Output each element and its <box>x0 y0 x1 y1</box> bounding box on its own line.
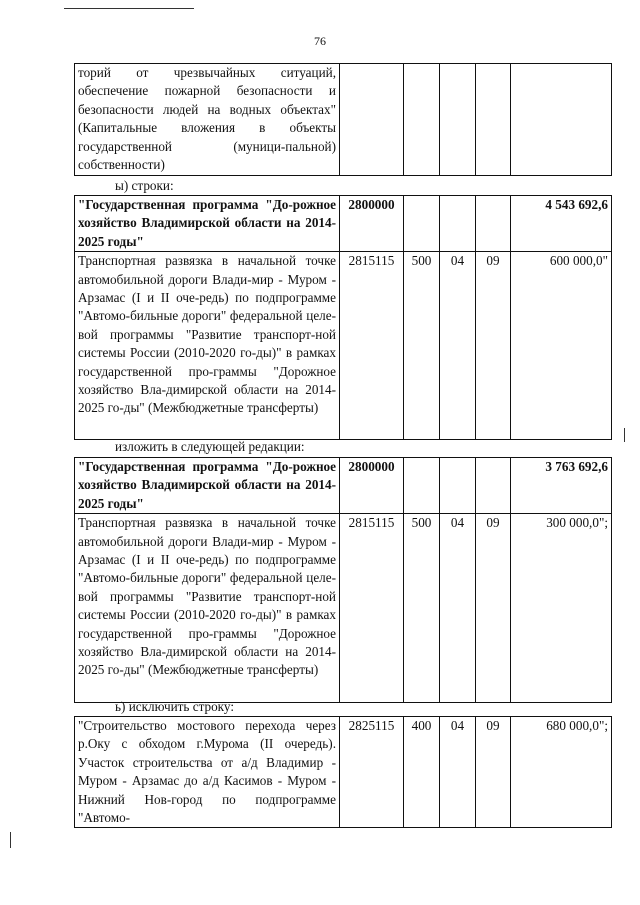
cell-subsection: 09 <box>476 717 511 828</box>
cell-subsection: 09 <box>476 514 511 703</box>
cell-target-article: 2815115 <box>340 514 404 703</box>
cell-amount: 3 763 692,6 <box>511 458 612 514</box>
table-row <box>75 458 612 514</box>
row-description: "Строительство мостового перехода через р.Оку с обходом г.Мурома (II очередь). Участок строительства от а/д Владимир - Муром - Арзамас до а/д Касимов - Муром - Нижний Нов-город по подпрограмме "Автомо- <box>75 717 340 828</box>
cell-empty <box>404 64 440 176</box>
cell-empty <box>440 64 476 176</box>
cell-target-article: 2825115 <box>340 717 404 828</box>
table-rows-new <box>74 457 612 703</box>
cell-expense-type <box>404 196 440 252</box>
scan-artifact-top <box>64 8 194 9</box>
cell-section: 04 <box>440 717 476 828</box>
table-row <box>75 196 612 252</box>
scan-artifact-right <box>624 428 625 442</box>
cell-amount: 680 000,0"; <box>511 717 612 828</box>
cell-empty <box>340 64 404 176</box>
cell-empty <box>511 64 612 176</box>
cell-target-article: 2815115 <box>340 252 404 440</box>
row-description: Транспортная развязка в начальной точке автомобильной дороги Влади-мир - Муром - Арзамас (I и II оче-редь) по подпрограмме "Автомо-бильные дороги" федеральной целе-вой программы "Развитие транспорт-ной системы России (2010-2020 го-ды)" в рамках государственной про-граммы "Дорожное хозяйство Вла-димирской области на 2014-2025 го-ды" (Межбюджетные трансферты) <box>75 252 340 440</box>
cell-expense-type: 500 <box>404 514 440 703</box>
cell-amount: 600 000,0" <box>511 252 612 440</box>
row-description: "Государственная программа "До-рожное хозяйство Владимирской области на 2014-2025 годы" <box>75 458 340 514</box>
caption-exclude: ь) исключить строку: <box>115 699 234 714</box>
cell-section <box>440 458 476 514</box>
table-row <box>75 64 612 176</box>
table-rows-original <box>74 195 612 440</box>
page-number: 76 <box>314 34 326 48</box>
cell-target-article: 2800000 <box>340 458 404 514</box>
table-row <box>75 717 612 828</box>
table-row-exclude <box>74 716 612 828</box>
cell-empty <box>476 64 511 176</box>
cell-expense-type <box>404 458 440 514</box>
table-row <box>75 252 612 440</box>
cell-expense-type: 500 <box>404 252 440 440</box>
cell-section: 04 <box>440 514 476 703</box>
caption-new-edition: изложить в следующей редакции: <box>115 439 305 454</box>
cell-amount: 300 000,0"; <box>511 514 612 703</box>
cell-subsection <box>476 458 511 514</box>
cell-subsection <box>476 196 511 252</box>
scan-artifact-left <box>10 832 11 848</box>
table-continuation <box>74 63 612 176</box>
cell-amount: 4 543 692,6 <box>511 196 612 252</box>
cell-target-article: 2800000 <box>340 196 404 252</box>
row-description: "Государственная программа "До-рожное хозяйство Владимирской области на 2014-2025 годы" <box>75 196 340 252</box>
row-description: Транспортная развязка в начальной точке автомобильной дороги Влади-мир - Муром - Арзамас (I и II оче-редь) по подпрограмме "Автомо-бильные дороги" федеральной целе-вой программы "Развитие транспорт-ной системы России (2010-2020 го-ды)" в рамках государственной про-граммы "Дорожное хозяйство Вла-димирской области на 2014-2025 го-ды" (Межбюджетные трансферты) <box>75 514 340 703</box>
cell-section <box>440 196 476 252</box>
cell-subsection: 09 <box>476 252 511 440</box>
table-row <box>75 514 612 703</box>
caption-rows: ы) строки: <box>115 178 174 193</box>
cell-section: 04 <box>440 252 476 440</box>
row-description: торий от чрезвычайных ситуаций, обеспечение пожарной безопасности и безопасности людей на водных объектах" (Капитальные вложения в объекты государственной (муници-пальной) собственности) <box>75 64 340 176</box>
cell-expense-type: 400 <box>404 717 440 828</box>
